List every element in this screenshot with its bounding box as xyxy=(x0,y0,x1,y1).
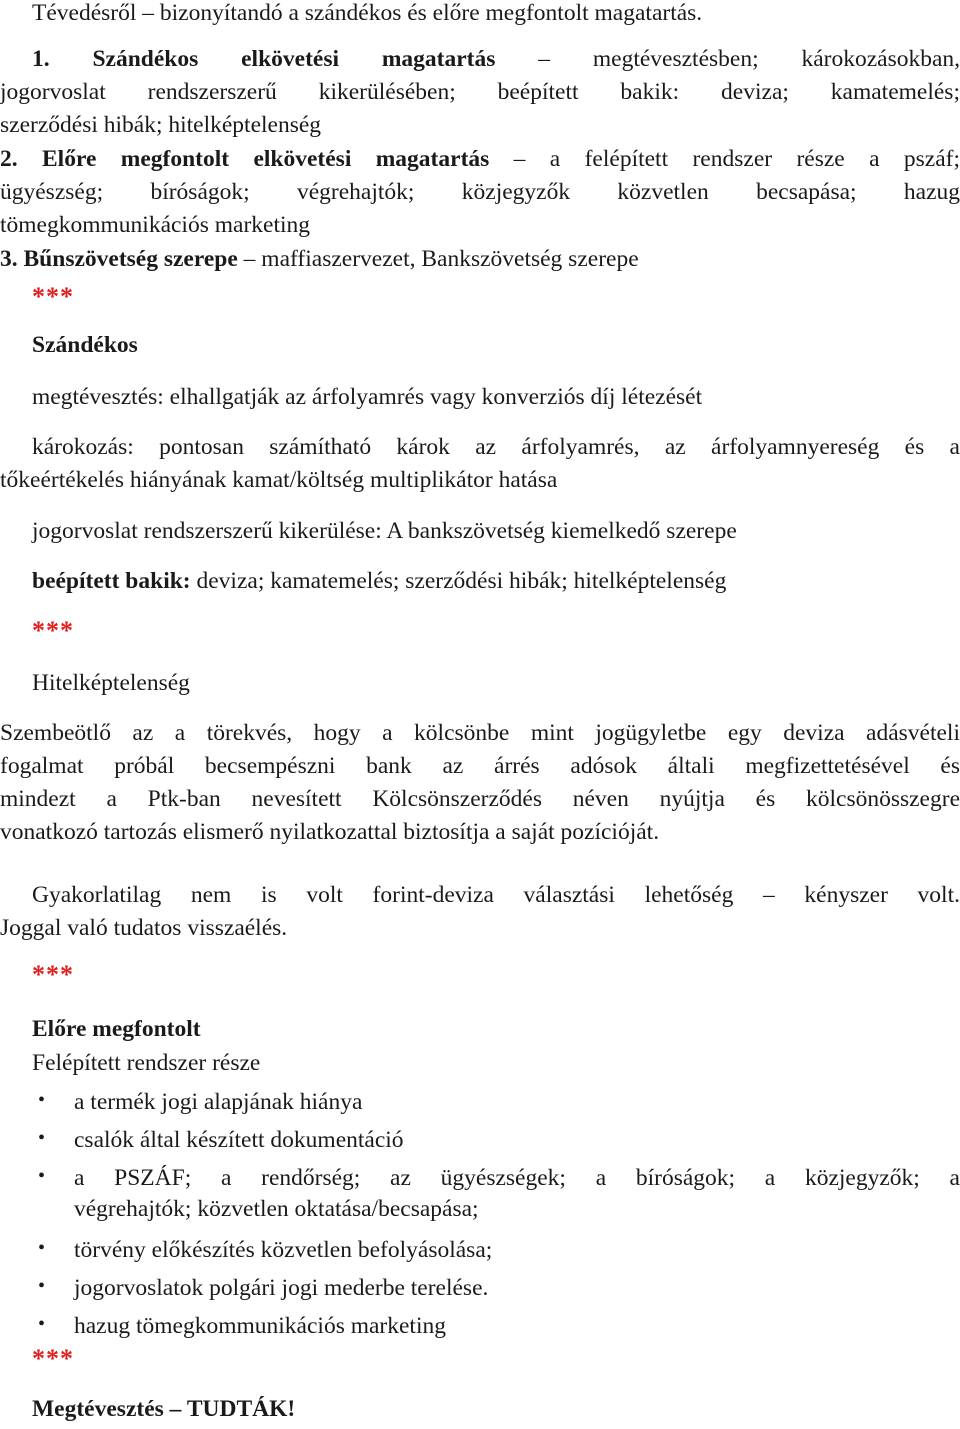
point-1-first-line xyxy=(0,46,960,73)
hitel-p1-line-2: fogalmat próbál becsempészni bank az árrés adósok általi megfizettetésével és xyxy=(0,753,960,779)
point-1 xyxy=(0,46,960,139)
hitel-p2 xyxy=(0,882,960,942)
separator-3: *** xyxy=(32,960,74,989)
bullet-text: törvény előkészítés közvetlen befolyásolása; xyxy=(74,1237,493,1263)
list-item xyxy=(0,1237,960,1271)
hitel-p1-line-4: vonatkozó tartozás elismerő nyilatkozattal biztosítja a saját pozícióját. xyxy=(0,819,660,845)
bullet-icon: • xyxy=(38,1313,46,1335)
point-3-line-1: maffiaszervezet, Bankszövetség szerepe xyxy=(261,246,639,272)
point-1-number: 1. xyxy=(32,46,50,72)
hitel-p1-line-1: Szembeötlő az a törekvés, hogy a kölcsönbe mint jogügyletbe egy deviza adásvételi xyxy=(0,720,960,746)
bullet-icon: • xyxy=(38,1165,46,1187)
szandekos-heading: Szándékos xyxy=(32,332,138,358)
final-statement: Megtévesztés – TUDTÁK! xyxy=(32,1396,296,1422)
point-3-title: Bűnszövetség szerepe xyxy=(23,246,238,272)
bullet-text: jogorvoslatok polgári jogi mederbe terelése. xyxy=(74,1275,489,1301)
point-2-title: Előre megfontolt elkövetési magatartás xyxy=(42,146,490,172)
bullet-text: hazug tömegkommunikációs marketing xyxy=(74,1313,446,1339)
bullet-icon: • xyxy=(38,1127,46,1149)
hitel-p1-line-3: mindezt a Ptk-ban nevesített Kölcsönszerződés néven nyújtja és kölcsönösszegre xyxy=(0,786,960,812)
bullet-icon: • xyxy=(38,1089,46,1111)
elore-subheading: Felépített rendszer része xyxy=(32,1050,261,1076)
bullet-text xyxy=(74,1165,960,1223)
point-1-title: Szándékos elkövetési magatartás xyxy=(92,46,496,72)
separator-2: *** xyxy=(32,616,74,645)
separator-1: *** xyxy=(32,282,74,311)
point-2-line-2: ügyészség; bíróságok; végrehajtók; közjegyzők közvetlen becsapása; hazug xyxy=(0,179,960,205)
bullet-text-line-1: a PSZÁF; a rendőrség; az ügyészségek; a bíróságok; a közjegyzők; a xyxy=(74,1165,960,1191)
point-2-line-1: a felépített rendszer része a pszáf; xyxy=(549,146,960,172)
point-2-first-line xyxy=(0,146,960,173)
szandekos-p2 xyxy=(0,434,960,494)
point-2-dash: – xyxy=(513,146,526,172)
list-item xyxy=(0,1127,960,1161)
szandekos-p3: jogorvoslat rendszerszerű kikerülése: A bankszövetség kiemelkedő szerepe xyxy=(32,518,737,544)
hitel-p2-line-1: Gyakorlatilag nem is volt forint-deviza választási lehetőség – kényszer volt. xyxy=(32,882,960,908)
separator-4: *** xyxy=(32,1344,74,1373)
point-2 xyxy=(0,146,960,239)
elore-heading: Előre megfontolt xyxy=(32,1016,201,1042)
bullet-icon: • xyxy=(38,1275,46,1297)
bullet-text: a termék jogi alapjának hiánya xyxy=(74,1089,363,1115)
szandekos-p4-bold: beépített bakik: xyxy=(32,568,191,594)
hitel-p2-line-2: Joggal való tudatos visszaélés. xyxy=(0,915,288,941)
bullet-icon: • xyxy=(38,1237,46,1259)
intro-line xyxy=(32,0,960,27)
bullet-text-line-2: végrehajtók; közvetlen oktatása/becsapása; xyxy=(74,1196,479,1222)
hitel-p1 xyxy=(0,720,960,846)
szandekos-p2-line-1: károkozás: pontosan számítható károk az árfolyamrés, az árfolyamnyereség és a xyxy=(32,434,960,460)
point-1-line-1: megtévesztésben; károkozásokban, xyxy=(592,46,960,72)
list-item xyxy=(0,1089,960,1123)
hitel-heading: Hitelképtelenség xyxy=(32,670,190,696)
list-item xyxy=(0,1275,960,1309)
bullet-text: csalók által készített dokumentáció xyxy=(74,1127,404,1153)
szandekos-p1: megtévesztés: elhallgatják az árfolyamrés vagy konverziós díj létezését xyxy=(32,384,703,410)
szandekos-p4-rest: deviza; kamatemelés; szerződési hibák; hitelképtelenség xyxy=(196,568,727,594)
list-item xyxy=(0,1313,960,1347)
szandekos-p2-line-2: tőkeértékelés hiányának kamat/költség multiplikátor hatása xyxy=(0,467,558,493)
point-3 xyxy=(0,246,960,273)
point-2-number: 2. xyxy=(0,146,18,172)
point-1-line-3: szerződési hibák; hitelképtelenség xyxy=(0,112,322,138)
point-3-number: 3. xyxy=(0,246,18,272)
point-3-dash: – xyxy=(243,246,256,272)
point-3-line xyxy=(0,246,960,273)
list-item xyxy=(0,1165,960,1235)
point-1-dash: – xyxy=(538,46,551,72)
point-1-line-2: jogorvoslat rendszerszerű kikerülésében; beépített bakik: deviza; kamatemelés; xyxy=(0,79,960,105)
intro-text: Tévedésről – bizonyítandó a szándékos és előre megfontolt magatartás. xyxy=(32,0,703,26)
szandekos-p4 xyxy=(32,568,960,595)
point-2-line-3: tömegkommunikációs marketing xyxy=(0,212,311,238)
